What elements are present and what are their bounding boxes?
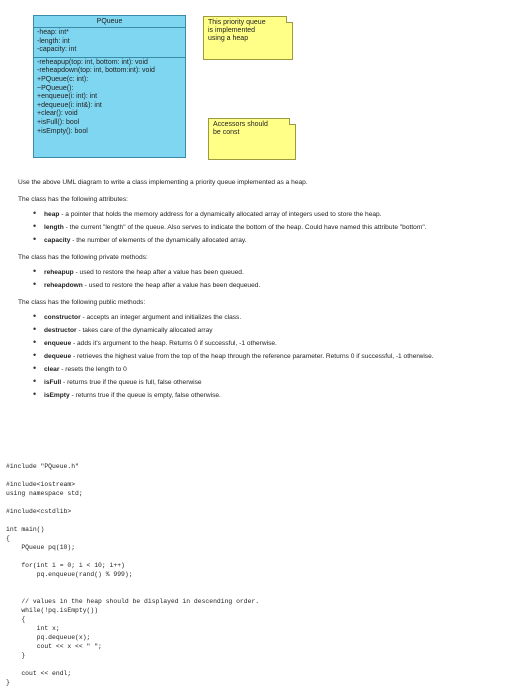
item-desc: - returns true if the queue is empty, false otherwise. (69, 392, 221, 399)
uml-method: ~PQueue(): (37, 84, 74, 92)
uml-method: -reheapdown(top: int, bottom:int): void (37, 67, 155, 75)
note-line: using a heap (208, 35, 249, 42)
uml-method: -reheapup(top: int, bottom: int): void (37, 58, 148, 66)
code-line: cout << endl; (6, 670, 72, 677)
item-term: constructor (44, 314, 81, 321)
item-desc: - the current "length" of the queue. Also serves to indicate the bottom of the heap. Could have named this attribute "bottom". (63, 224, 427, 231)
uml-attribute: -length: int (37, 37, 70, 45)
list-item (44, 223, 508, 232)
uml-method: +clear(): void (37, 110, 78, 118)
list-item (44, 326, 508, 335)
list-item (44, 281, 508, 290)
code-line: } (6, 679, 10, 686)
uml-method: +dequeue(i: int&): int (37, 101, 102, 109)
code-line: { (6, 535, 10, 542)
uml-note-accessors (208, 118, 296, 160)
public-methods-heading: The class has the following public methods: (18, 299, 146, 306)
code-line: using namespace std; (6, 490, 83, 497)
code-line: cout << x << " "; (6, 643, 102, 650)
code-line (6, 516, 259, 525)
code-listing (6, 462, 259, 687)
code-line (6, 552, 259, 561)
code-line: while(!pq.isEmpty()) (6, 607, 99, 614)
code-line: int main() (6, 526, 45, 533)
intro-text: Use the above UML diagram to write a class implementing a priority queue implemented as a heap. (18, 179, 308, 186)
uml-method: +isFull(): bool (37, 118, 80, 126)
code-line: int x; (6, 625, 60, 632)
instructions (18, 178, 508, 408)
item-term: length (44, 224, 64, 231)
note-line: be const (213, 129, 240, 136)
item-term: clear (44, 366, 60, 373)
note-line: Accessors should (213, 121, 268, 128)
note-line: is implemented (208, 27, 256, 34)
code-line: PQueue pq(10); (6, 544, 76, 551)
code-line (6, 660, 259, 669)
list-item (44, 210, 508, 219)
uml-method: +enqueue(i: int): int (37, 93, 98, 101)
code-line: #include "PQueue.h" (6, 463, 79, 470)
item-term: heap (44, 211, 60, 218)
list-item (44, 313, 508, 322)
list-item (44, 378, 508, 387)
attributes-list (18, 210, 508, 245)
note-line: This priority queue (208, 19, 266, 26)
item-term: enqueue (44, 340, 72, 347)
uml-attribute: -capacity: int (37, 46, 77, 54)
code-line: #include<iostream> (6, 481, 76, 488)
item-term: isFull (44, 379, 62, 386)
uml-method: +PQueue(c: int): (37, 75, 89, 83)
private-methods-heading: The class has the following private methods: (18, 254, 148, 261)
list-item (44, 391, 508, 400)
item-term: reheapdown (44, 282, 83, 289)
code-line: { (6, 616, 26, 623)
item-desc: - accepts an integer argument and initializes the class. (80, 314, 242, 321)
item-term: destructor (44, 327, 77, 334)
list-item (44, 339, 508, 348)
item-desc: - a pointer that holds the memory address for a dynamically allocated array of integers used to store the heap. (59, 211, 382, 218)
uml-attributes (34, 28, 185, 58)
uml-class-box (33, 15, 186, 158)
item-desc: - adds it's argument to the heap. Returns 0 if successful, -1 otherwise. (71, 340, 277, 347)
item-desc: - takes care of the dynamically allocated array (76, 327, 213, 334)
list-item (44, 236, 508, 245)
code-line: #include<cstdlib> (6, 508, 72, 515)
uml-attribute: -heap: int* (37, 29, 69, 36)
uml-class-name: PQueue (34, 16, 185, 28)
uml-note-heap (203, 16, 293, 60)
uml-method: +isEmpty(): bool (37, 127, 88, 135)
code-line: // values in the heap should be displayed in descending order. (6, 598, 260, 605)
item-term: reheapup (44, 269, 74, 276)
item-desc: - retrieves the highest value from the top of the heap through the reference parameter. Returns 0 if successful, -1 otherwise. (71, 353, 434, 360)
item-term: capacity (44, 237, 71, 244)
public-methods-list (18, 313, 508, 400)
list-item (44, 268, 508, 277)
item-desc: - used to restore the heap after a value has been queued. (73, 269, 244, 276)
code-line (6, 579, 259, 588)
item-desc: - the number of elements of the dynamically allocated array. (70, 237, 247, 244)
code-line: } (6, 652, 26, 659)
list-item (44, 365, 508, 374)
item-desc: - returns true if the queue is full, false otherwise (61, 379, 202, 386)
code-line: pq.enqueue(rand() % 999); (6, 571, 133, 578)
item-term: dequeue (44, 353, 72, 360)
item-desc: - used to restore the heap after a value has been dequeued. (82, 282, 261, 289)
list-item (44, 352, 508, 361)
code-line: pq.dequeue(x); (6, 634, 91, 641)
private-methods-list (18, 268, 508, 290)
code-line (6, 588, 259, 597)
uml-methods (34, 58, 185, 137)
attributes-heading: The class has the following attributes: (18, 196, 128, 203)
code-line (6, 498, 259, 507)
code-line: for(int i = 0; i < 10; i++) (6, 562, 125, 569)
item-term: isEmpty (44, 392, 70, 399)
item-desc: - resets the length to 0 (59, 366, 127, 373)
code-line (6, 471, 259, 480)
